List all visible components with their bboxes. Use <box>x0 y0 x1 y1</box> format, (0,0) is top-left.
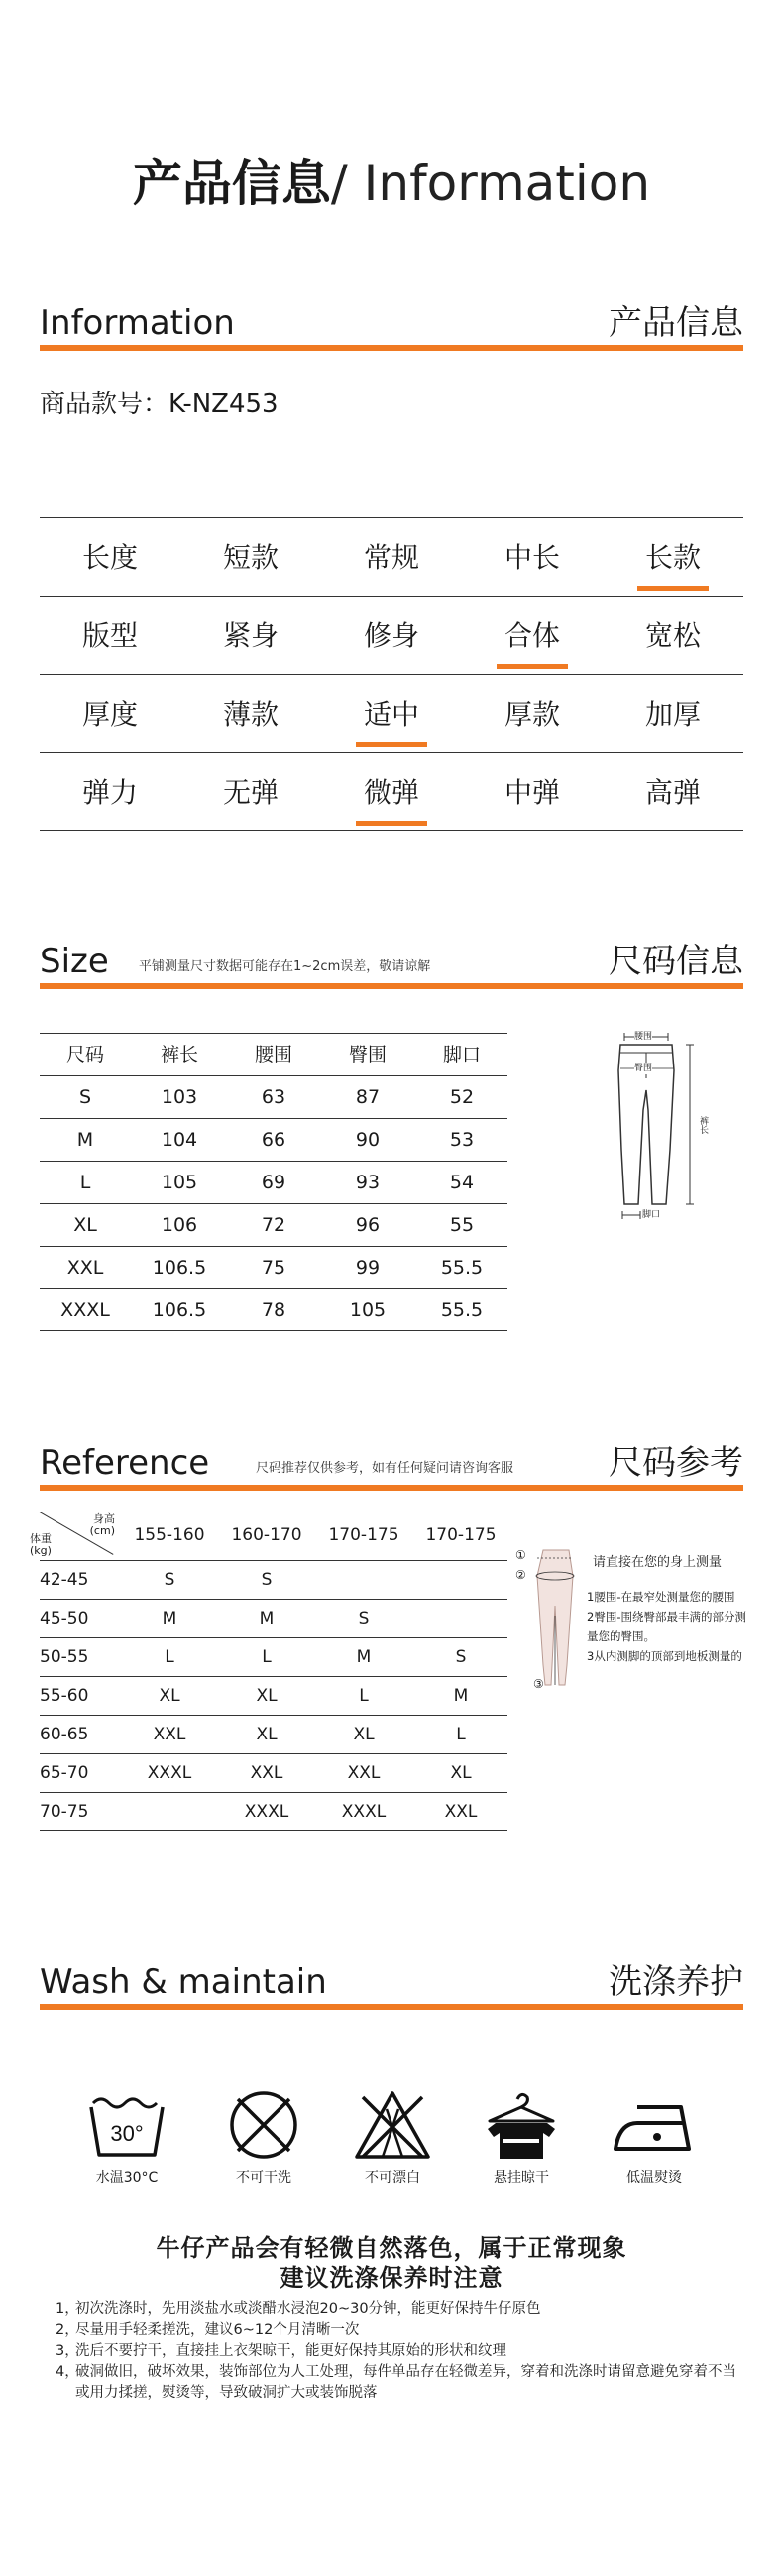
attribute-option <box>462 753 603 832</box>
reference-section-header <box>40 1443 743 1491</box>
ref-mark-3: ③ <box>533 1677 544 1691</box>
attribute-row <box>40 517 743 596</box>
attribute-option <box>180 597 321 675</box>
pants-waist-label: 腰围 <box>634 1032 653 1042</box>
size-table-cell: 54 <box>449 1172 475 1193</box>
reference-table-cell: 50-55 <box>40 1647 89 1667</box>
size-table-cell: 106 <box>161 1214 198 1236</box>
size-table-cell: 78 <box>261 1299 286 1321</box>
no-bleach-icon <box>353 2089 432 2161</box>
size-table-cell: 105 <box>349 1299 387 1321</box>
wash-label-water-temp: 水温30°C <box>95 2170 159 2185</box>
reference-table-cell: M <box>356 1647 372 1667</box>
reference-table-cell: XL <box>159 1686 180 1706</box>
size-table-header <box>40 1033 507 1075</box>
hang-dry-icon <box>482 2089 561 2161</box>
attribute-table <box>40 517 743 831</box>
wash-item-no-bleach <box>333 2089 452 2186</box>
reference-table-corner <box>30 1512 119 1560</box>
reference-table-cell: XL <box>450 1763 472 1783</box>
size-table-cell: 87 <box>355 1086 381 1108</box>
reference-table-cell: XXXL <box>244 1802 289 1822</box>
corner-weight-label: 体重(kg) <box>30 1532 52 1557</box>
attribute-option-text: 常规 <box>363 541 419 574</box>
attribute-option <box>321 675 462 753</box>
reference-table-cell <box>315 1561 412 1600</box>
info-section-header <box>40 303 743 351</box>
attribute-option <box>180 518 321 597</box>
attribute-option <box>462 518 603 597</box>
ref-notes-title: 请直接在您的身上测量 <box>593 1555 723 1570</box>
reference-section-title-en: Reference <box>40 1443 210 1483</box>
wash-section-title-cn: 洗涤养护 <box>609 1962 743 2002</box>
page-title-cn: 产品信息 <box>132 155 331 212</box>
size-table-header-cell: 尺码 <box>65 1044 104 1065</box>
attribute-row <box>40 674 743 752</box>
attribute-option-text: 中长 <box>503 541 560 574</box>
size-table-cell: 55.5 <box>440 1299 484 1321</box>
size-table-cell: 106.5 <box>152 1257 207 1279</box>
ref-mark-2: ② <box>515 1568 526 1582</box>
care-item-number: 3， <box>56 2343 79 2359</box>
care-item <box>56 2320 749 2341</box>
size-table-cell: 53 <box>449 1129 475 1151</box>
reference-table-row <box>40 1792 507 1831</box>
reference-height-cell: 170-175 <box>328 1525 399 1545</box>
info-section-divider <box>40 345 743 351</box>
reference-table-cell: L <box>359 1686 369 1706</box>
attribute-option <box>603 675 743 753</box>
reference-table-cell: L <box>456 1725 466 1744</box>
attribute-option <box>603 753 743 832</box>
wash-item-hang-dry <box>462 2089 581 2186</box>
attribute-selected-underline <box>497 664 568 669</box>
care-title-line-2: 建议洗涤保养时注意 <box>280 2264 503 2292</box>
body-measure-figure <box>515 1546 583 1695</box>
reference-table-cell <box>412 1561 509 1600</box>
pants-hip-label: 臀围 <box>634 1064 653 1073</box>
size-table-cell: XL <box>73 1214 97 1236</box>
wash-item-low-iron <box>595 2089 714 2186</box>
care-item <box>56 2341 749 2362</box>
size-section-note: 平铺测量尺寸数据可能存在1~2cm误差，敬请谅解 <box>139 959 431 974</box>
reference-table-row <box>40 1715 507 1753</box>
corner-height-label: 身高(cm) <box>89 1512 115 1537</box>
size-table-row <box>40 1288 507 1331</box>
reference-table-cell: S <box>164 1570 175 1590</box>
info-section-title-cn: 产品信息 <box>609 303 743 343</box>
size-table-cell: 90 <box>355 1129 381 1151</box>
reference-table-cell: M <box>162 1609 177 1628</box>
care-title-line-1: 牛仔产品会有轻微自然落色，属于正常现象 <box>156 2234 627 2262</box>
attribute-row <box>40 752 743 831</box>
info-section-title-en: Information <box>40 303 235 343</box>
reference-table-cell: XL <box>256 1686 278 1706</box>
wash-30-icon <box>87 2089 167 2161</box>
size-table-row <box>40 1118 507 1161</box>
size-section-title-cn: 尺码信息 <box>609 942 743 981</box>
reference-table-cell: S <box>455 1647 467 1667</box>
reference-table <box>30 1512 507 1831</box>
size-table-row <box>40 1203 507 1246</box>
size-table-cell: XXXL <box>60 1299 110 1321</box>
size-table-row <box>40 1246 507 1288</box>
care-title <box>0 2233 783 2293</box>
reference-table-cell: S <box>358 1609 370 1628</box>
wash-section-divider <box>40 2004 743 2010</box>
attribute-option <box>462 675 603 753</box>
reference-table-cell: M <box>453 1686 469 1706</box>
reference-table-cell <box>121 1793 218 1832</box>
low-iron-icon <box>610 2089 699 2161</box>
attribute-option-text: 修身 <box>363 619 419 652</box>
reference-table-cell: XL <box>256 1725 278 1744</box>
wash-section-header <box>40 1962 743 2010</box>
reference-height-cell: 160-170 <box>231 1525 302 1545</box>
size-table-cell: 75 <box>261 1257 286 1279</box>
size-table-cell: 96 <box>355 1214 381 1236</box>
attribute-option-text: 合体 <box>503 619 560 652</box>
pants-measure-diagram <box>607 1031 716 1229</box>
size-table-cell: 93 <box>355 1172 381 1193</box>
care-item <box>56 2299 749 2320</box>
reference-table-row <box>40 1560 507 1599</box>
reference-table-cell: 70-75 <box>40 1802 89 1822</box>
care-item-number: 2， <box>56 2322 79 2338</box>
size-table-cell: 63 <box>261 1086 286 1108</box>
size-table-row <box>40 1075 507 1118</box>
reference-table-row <box>40 1637 507 1676</box>
attribute-option <box>180 753 321 832</box>
attribute-option-text: 紧身 <box>222 619 279 652</box>
attribute-option <box>603 597 743 675</box>
wash-section-title-en: Wash & maintain <box>40 1962 327 2002</box>
size-table-cell: 55.5 <box>440 1257 484 1279</box>
size-table <box>40 1033 507 1331</box>
care-list <box>56 2299 749 2404</box>
size-table-header-cell: 裤长 <box>160 1044 198 1065</box>
attribute-option-text: 短款 <box>222 541 279 574</box>
size-table-cell: 99 <box>355 1257 381 1279</box>
size-section-header <box>40 942 743 989</box>
wash-label-no-bleach: 不可漂白 <box>365 2170 420 2185</box>
size-table-cell: 104 <box>161 1129 198 1151</box>
reference-table-cell: L <box>165 1647 174 1667</box>
page-title-en: / Information <box>330 155 651 212</box>
attribute-option-text: 微弹 <box>363 776 419 809</box>
size-table-cell: M <box>76 1129 94 1151</box>
attribute-label: 厚度 <box>81 698 138 730</box>
reference-section-note: 尺码推荐仅供参考，如有任何疑问请咨询客服 <box>256 1461 514 1476</box>
size-table-row <box>40 1161 507 1203</box>
reference-notes <box>587 1553 755 1666</box>
size-table-cell: 72 <box>261 1214 286 1236</box>
ref-note-2: 2臀围-围绕臀部最丰满的部分测量您的臀围。 <box>587 1610 746 1643</box>
attribute-option-text: 无弹 <box>222 776 279 809</box>
product-code: 商品款号：K-NZ453 <box>40 390 279 419</box>
size-table-cell: XXL <box>66 1257 104 1279</box>
attribute-option-text: 长款 <box>644 541 701 574</box>
attribute-option <box>321 753 462 832</box>
size-table-cell: 69 <box>261 1172 286 1193</box>
attribute-selected-underline <box>356 821 427 826</box>
size-section-divider <box>40 983 743 989</box>
size-table-header-cell: 臀围 <box>348 1044 387 1065</box>
size-table-cell: L <box>79 1172 91 1193</box>
reference-table-cell: XXL <box>250 1763 283 1783</box>
no-dry-clean-icon <box>224 2089 303 2161</box>
reference-table-cell: 45-50 <box>40 1609 89 1628</box>
attribute-option <box>321 597 462 675</box>
care-item-number: 1， <box>56 2301 79 2317</box>
size-table-cell: 105 <box>161 1172 198 1193</box>
reference-table-cell: XXXL <box>147 1763 192 1783</box>
attribute-option-text: 宽松 <box>644 619 701 652</box>
wash-label-hang-dry: 悬挂晾干 <box>494 2170 549 2185</box>
reference-table-cell: L <box>262 1647 272 1667</box>
reference-table-cell: 55-60 <box>40 1686 89 1706</box>
attribute-option-text: 加厚 <box>644 698 701 730</box>
attribute-selected-underline <box>637 586 709 591</box>
reference-table-cell: 42-45 <box>40 1570 89 1590</box>
size-table-cell: 55 <box>449 1214 475 1236</box>
wash-temp-text: 30° <box>110 2121 144 2146</box>
reference-table-cell: S <box>261 1570 273 1590</box>
size-table-cell: 52 <box>449 1086 475 1108</box>
size-table-cell: 103 <box>161 1086 198 1108</box>
reference-section-divider <box>40 1485 743 1491</box>
page-title <box>0 149 783 218</box>
size-table-header-cell: 脚口 <box>442 1044 481 1065</box>
attribute-option-text: 中弹 <box>503 776 560 809</box>
reference-height-cell: 170-175 <box>425 1525 497 1545</box>
size-table-header-cell: 腰围 <box>254 1044 292 1065</box>
care-item-text: 洗后不要拧干，直接挂上衣架晾干，能更好保持其原始的形状和纹理 <box>75 2343 506 2359</box>
care-item-number: 4， <box>56 2364 79 2380</box>
attribute-option <box>603 518 743 597</box>
size-table-cell: 66 <box>261 1129 286 1151</box>
reference-table-row <box>40 1599 507 1637</box>
reference-table-row <box>40 1676 507 1715</box>
ref-note-1: 1腰围-在最窄处测量您的腰围 <box>587 1590 735 1604</box>
care-item-text: 初次洗涤时，先用淡盐水或淡醋水浸泡20~30分钟，能更好保持牛仔原色 <box>75 2301 541 2317</box>
attribute-selected-underline <box>356 742 427 747</box>
reference-table-cell: M <box>259 1609 275 1628</box>
wash-label-no-dry-clean: 不可干洗 <box>236 2170 291 2185</box>
care-item-text: 尽量用手轻柔搓洗，建议6~12个月清晰一次 <box>75 2322 360 2338</box>
attribute-label: 弹力 <box>81 776 138 809</box>
attribute-option-text: 薄款 <box>222 698 279 730</box>
reference-table-cell: XXXL <box>341 1802 387 1822</box>
pants-hem-label: 脚口 <box>642 1210 661 1220</box>
reference-table-row <box>40 1753 507 1792</box>
attribute-option-text: 厚款 <box>503 698 560 730</box>
size-table-cell: 106.5 <box>152 1299 207 1321</box>
reference-table-cell: XL <box>353 1725 375 1744</box>
attribute-option-text: 适中 <box>363 698 419 730</box>
reference-table-cell <box>412 1600 509 1638</box>
attribute-option <box>321 518 462 597</box>
reference-table-cell: XXL <box>153 1725 186 1744</box>
attribute-option <box>180 675 321 753</box>
size-section-title-en: Size <box>40 942 109 981</box>
wash-item-water-temp <box>67 2089 186 2186</box>
pants-length-label: 裤长 <box>698 1116 708 1134</box>
wash-label-low-iron: 低温熨烫 <box>626 2170 682 2185</box>
reference-table-cell: 65-70 <box>40 1763 89 1783</box>
size-table-cell: S <box>78 1086 92 1108</box>
attribute-option <box>462 597 603 675</box>
care-item <box>56 2362 749 2404</box>
ref-mark-1: ① <box>515 1548 526 1562</box>
wash-item-no-dry-clean <box>204 2089 323 2186</box>
attribute-label: 长度 <box>81 541 138 574</box>
reference-section-title-cn: 尺码参考 <box>609 1443 743 1483</box>
attribute-row <box>40 596 743 674</box>
care-item-text: 破洞做旧，破坏效果，装饰部位为人工处理，每件单品存在轻微差异，穿着和洗涤时请留意避免穿着不当或用力揉搓，熨烫等，导致破洞扩大或装饰脱落 <box>75 2364 736 2401</box>
attribute-option-text: 高弹 <box>644 776 701 809</box>
ref-note-3: 3从内测脚的顶部到地板测量的 <box>587 1649 742 1663</box>
attribute-label: 版型 <box>81 619 138 652</box>
reference-table-cell: XXL <box>444 1802 478 1822</box>
reference-table-header <box>30 1512 507 1560</box>
reference-table-cell: XXL <box>347 1763 381 1783</box>
reference-table-cell: 60-65 <box>40 1725 89 1744</box>
reference-height-cell: 155-160 <box>134 1525 205 1545</box>
